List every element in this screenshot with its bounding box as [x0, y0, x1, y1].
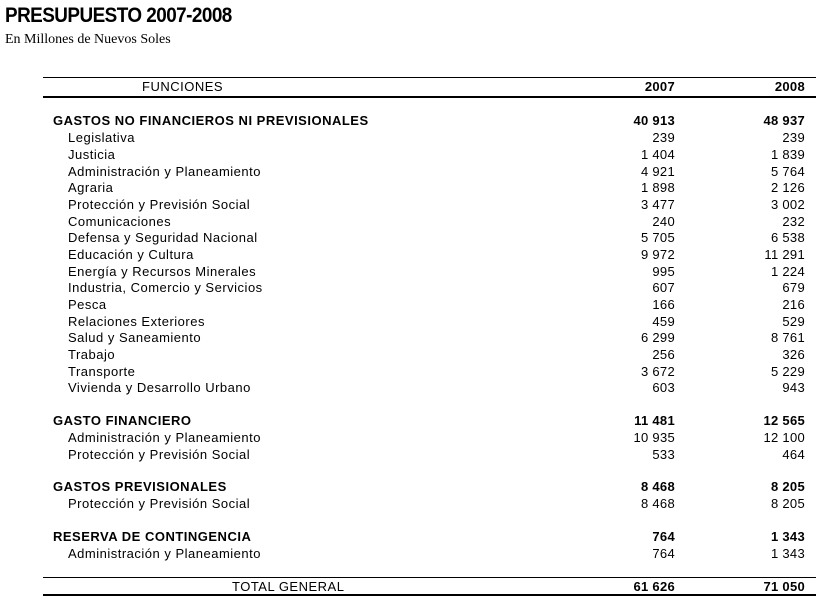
value-2007: 8 468 [640, 496, 675, 511]
column-header-2008: 2008 [774, 79, 805, 94]
table-row [0, 430, 825, 446]
row-label: Administración y Planeamiento [68, 430, 261, 445]
table-row [0, 280, 825, 296]
table-row [0, 364, 825, 380]
value-2008: 1 343 [770, 529, 805, 544]
row-label: Salud y Saneamiento [68, 330, 202, 345]
value-2008: 8 761 [770, 330, 805, 345]
value-2008: 679 [782, 280, 805, 295]
column-header-funciones: FUNCIONES [142, 79, 224, 94]
table-row [0, 380, 825, 396]
value-2007: 9 972 [640, 247, 675, 262]
value-2008: 216 [782, 297, 805, 312]
value-2008: 5 229 [770, 364, 805, 379]
row-label: Comunicaciones [68, 214, 172, 229]
value-2007: 11 481 [634, 413, 675, 428]
value-2007: 10 935 [633, 430, 675, 445]
value-2007: 256 [652, 347, 675, 362]
table-row [0, 314, 825, 330]
table-row [0, 164, 825, 180]
value-2008: 529 [782, 314, 805, 329]
value-2007: 607 [652, 280, 675, 295]
value-2008: 12 100 [763, 430, 805, 445]
row-label: GASTO FINANCIERO [53, 413, 192, 428]
value-2008: 1 839 [770, 147, 805, 162]
value-2007: 533 [652, 447, 675, 462]
table-row [0, 180, 825, 196]
value-2008: 8 205 [770, 496, 805, 511]
value-2008: 239 [782, 130, 805, 145]
section-heading-row [0, 529, 825, 545]
row-label: Vivienda y Desarrollo Urbano [68, 380, 251, 395]
table-row [0, 214, 825, 230]
value-2007: 1 898 [640, 180, 675, 195]
table-row [0, 496, 825, 512]
row-label: Protección y Previsión Social [68, 447, 251, 462]
row-label: Protección y Previsión Social [68, 496, 251, 511]
row-label: RESERVA DE CONTINGENCIA [53, 529, 252, 544]
value-2008: 48 937 [763, 113, 805, 128]
value-2008: 11 291 [764, 247, 805, 262]
value-2008: 3 002 [770, 197, 805, 212]
row-label: Administración y Planeamiento [68, 546, 261, 561]
value-2007: 6 299 [640, 330, 675, 345]
value-2008: 232 [782, 214, 805, 229]
value-2007: 603 [652, 380, 675, 395]
section-heading-row [0, 479, 825, 495]
row-label: Educación y Cultura [68, 247, 194, 262]
row-label: Agraria [68, 180, 114, 195]
table-row [0, 347, 825, 363]
value-2007: 995 [652, 264, 675, 279]
row-label: Industria, Comercio y Servicios [68, 280, 263, 295]
total-2007: 61 626 [633, 579, 675, 594]
row-label: Justicia [68, 147, 116, 162]
value-2008: 6 538 [770, 230, 805, 245]
value-2007: 8 468 [640, 479, 675, 494]
table-header-row [0, 79, 825, 95]
table-row [0, 130, 825, 146]
value-2007: 764 [652, 529, 675, 544]
row-label: Transporte [68, 364, 136, 379]
row-label: Defensa y Seguridad Nacional [68, 230, 258, 245]
table-row [0, 247, 825, 263]
row-label: Pesca [68, 297, 107, 312]
value-2008: 943 [782, 380, 805, 395]
value-2007: 4 921 [640, 164, 675, 179]
total-2008: 71 050 [763, 579, 805, 594]
table-row [0, 197, 825, 213]
value-2007: 239 [652, 130, 675, 145]
section-heading-row [0, 413, 825, 429]
table-row [0, 447, 825, 463]
row-label: GASTOS PREVISIONALES [53, 479, 227, 494]
table-row [0, 147, 825, 163]
value-2008: 1 224 [770, 264, 805, 279]
value-2007: 459 [652, 314, 675, 329]
column-header-2007: 2007 [644, 79, 675, 94]
table-row [0, 230, 825, 246]
table-row [0, 546, 825, 562]
table-row [0, 297, 825, 313]
row-label: GASTOS NO FINANCIEROS NI PREVISIONALES [53, 113, 369, 128]
row-label: Administración y Planeamiento [68, 164, 261, 179]
row-label: Legislativa [68, 130, 135, 145]
row-label: Trabajo [68, 347, 116, 362]
row-label: Energía y Recursos Minerales [68, 264, 257, 279]
value-2007: 5 705 [640, 230, 675, 245]
total-row [0, 579, 825, 595]
value-2007: 3 477 [640, 197, 675, 212]
total-label: TOTAL GENERAL [232, 579, 345, 594]
document-subtitle: En Millones de Nuevos Soles [5, 32, 171, 47]
value-2008: 2 126 [770, 180, 805, 195]
value-2007: 40 913 [633, 113, 675, 128]
row-label: Protección y Previsión Social [68, 197, 251, 212]
table-row [0, 330, 825, 346]
value-2008: 326 [782, 347, 805, 362]
value-2008: 464 [782, 447, 805, 462]
row-label: Relaciones Exteriores [68, 314, 205, 329]
value-2008: 5 764 [770, 164, 805, 179]
value-2007: 3 672 [640, 364, 675, 379]
value-2008: 12 565 [763, 413, 805, 428]
table-row [0, 264, 825, 280]
value-2007: 166 [652, 297, 675, 312]
value-2008: 1 343 [770, 546, 805, 561]
value-2007: 1 404 [640, 147, 675, 162]
value-2007: 240 [652, 214, 675, 229]
document-title: PRESUPUESTO 2007-2008 [5, 4, 232, 27]
section-heading-row [0, 113, 825, 129]
value-2008: 8 205 [770, 479, 805, 494]
value-2007: 764 [652, 546, 675, 561]
